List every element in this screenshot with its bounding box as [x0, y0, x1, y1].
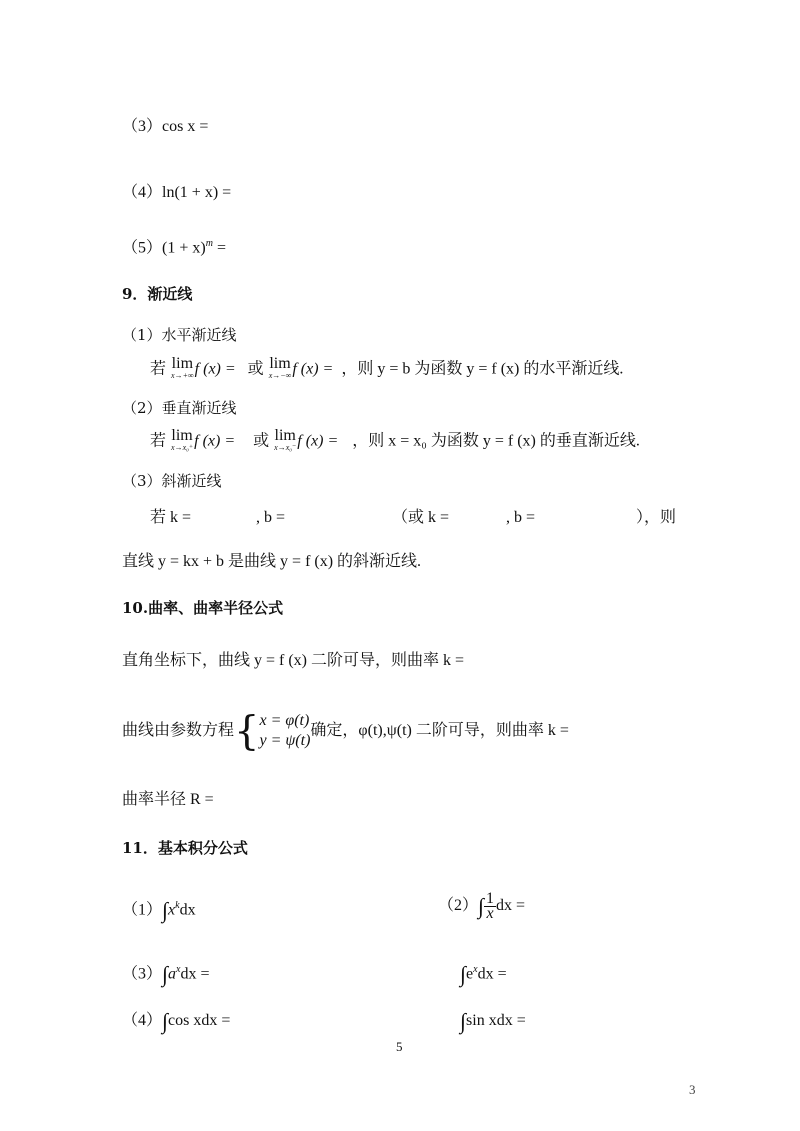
- or-word: 或: [253, 432, 270, 450]
- ln-expression: ln(1 + x) =: [162, 184, 232, 201]
- system-brace: {: [234, 708, 260, 755]
- asymptote-conclusion: ，则 x = x₀ 为函数 y = f (x) 的垂直渐近线.: [352, 432, 640, 450]
- param-system: [259, 711, 310, 751]
- slant-asymptote-label: （3）斜渐近线: [122, 472, 222, 490]
- slant-or-k: （或 k =: [392, 509, 450, 526]
- section-9-title: 9．渐近线: [122, 285, 193, 303]
- vertical-asymptote-formula: [150, 427, 640, 454]
- integral-1: [122, 896, 196, 921]
- slant-asymptote-formula: [150, 508, 191, 528]
- fraction: [484, 889, 496, 922]
- page-number-corner: 3: [689, 1082, 696, 1097]
- horizontal-asymptote-label: （1）水平渐近线: [122, 326, 237, 344]
- slant-b: , b =: [256, 509, 286, 526]
- limit-function: f (x) =: [292, 360, 334, 378]
- item-label: （4）: [122, 1012, 163, 1029]
- denominator: x: [486, 904, 494, 922]
- slant-or-b: , b =: [506, 509, 536, 526]
- param-y: y = ψ(t): [259, 732, 311, 750]
- item-pow: [122, 234, 226, 258]
- limit-plus-inf: lim x→+∞: [171, 355, 194, 380]
- integral-sign: ∫: [478, 893, 485, 919]
- differential: dx: [179, 901, 196, 919]
- param-prefix: 曲线由参数方程: [122, 722, 235, 739]
- item-label: （3）: [122, 965, 163, 983]
- vertical-asymptote-label: （2）垂直渐近线: [122, 399, 237, 417]
- integral-sign: ∫: [162, 961, 169, 987]
- item-label: （5）: [122, 239, 163, 257]
- item-label: （4）: [122, 184, 163, 201]
- limit-function: f (x) =: [297, 432, 339, 450]
- item-label: （1）: [122, 901, 163, 919]
- exponent: x: [473, 964, 478, 975]
- exponent: x: [176, 964, 181, 975]
- section-11-title: 11．基本积分公式: [122, 839, 248, 857]
- limit-minus-inf: lim x→−∞: [268, 355, 292, 380]
- limit-x0-minus: lim x→x₀⁻: [274, 427, 297, 452]
- slant-asymptote-conclusion: 直线 y = kx + b 是曲线 y = f (x) 的斜渐近线.: [122, 553, 422, 570]
- if-word: 若: [150, 360, 167, 378]
- pow-expression: (1 + x): [162, 239, 206, 257]
- integral-2: [438, 888, 525, 924]
- curvature-radius: 曲率半径 R =: [122, 791, 214, 808]
- or-word: 或: [247, 360, 264, 378]
- pow-equals: =: [212, 239, 226, 257]
- integral-3: [122, 960, 210, 985]
- item-cos: [122, 117, 208, 137]
- integrand: e: [466, 965, 474, 983]
- param-x: x = φ(t): [259, 712, 310, 730]
- exponent: k: [175, 900, 180, 911]
- integral-sign: ∫: [460, 1008, 467, 1034]
- horizontal-asymptote-formula: [150, 355, 624, 382]
- section-10-title: 10.曲率、曲率半径公式: [122, 599, 284, 617]
- page-number-center: 5: [396, 1039, 403, 1054]
- curvature-rect: 直角坐标下，曲线 y = f (x) 二阶可导，则曲率 k =: [122, 652, 465, 669]
- differential: dx =: [496, 897, 526, 914]
- limit-sub: x→x₀⁺: [171, 443, 194, 452]
- integrand: a: [168, 965, 177, 983]
- limit-sub: x→x₀⁻: [274, 443, 297, 452]
- item-label: （2）: [438, 897, 479, 914]
- integral-sign: ∫: [460, 961, 467, 987]
- curvature-parametric: [122, 708, 569, 754]
- integral-sign: ∫: [162, 1008, 169, 1034]
- differential: dx =: [180, 965, 210, 983]
- limit-function: f (x) =: [194, 432, 236, 450]
- integral-3b: [460, 960, 507, 985]
- differential: dx =: [477, 965, 507, 983]
- integral-4b: [460, 1008, 526, 1034]
- limit-sub: x→+∞: [171, 371, 194, 380]
- param-suffix: 确定，φ(t),ψ(t) 二阶可导，则曲率 k =: [310, 722, 569, 739]
- limit-x0-plus: lim x→x₀⁺: [171, 427, 194, 452]
- limit-function: f (x) =: [194, 360, 236, 378]
- integrand: cos xdx =: [168, 1012, 231, 1029]
- limit-sub: x→−∞: [268, 371, 292, 380]
- if-word: 若: [150, 432, 167, 450]
- numerator: 1: [486, 889, 495, 907]
- slant-close: ），则: [636, 509, 677, 526]
- pow-exponent: m: [205, 238, 213, 249]
- integrand: x: [168, 901, 176, 919]
- item-label: （3）: [122, 118, 163, 135]
- integrand: sin xdx =: [466, 1012, 526, 1029]
- slant-k: 若 k =: [150, 509, 192, 526]
- item-ln: [122, 183, 231, 203]
- asymptote-conclusion: ，则 y = b 为函数 y = f (x) 的水平渐近线.: [341, 360, 624, 378]
- cos-expression: cos x =: [162, 118, 209, 135]
- integral-4: [122, 1008, 231, 1034]
- integral-sign: ∫: [162, 897, 169, 923]
